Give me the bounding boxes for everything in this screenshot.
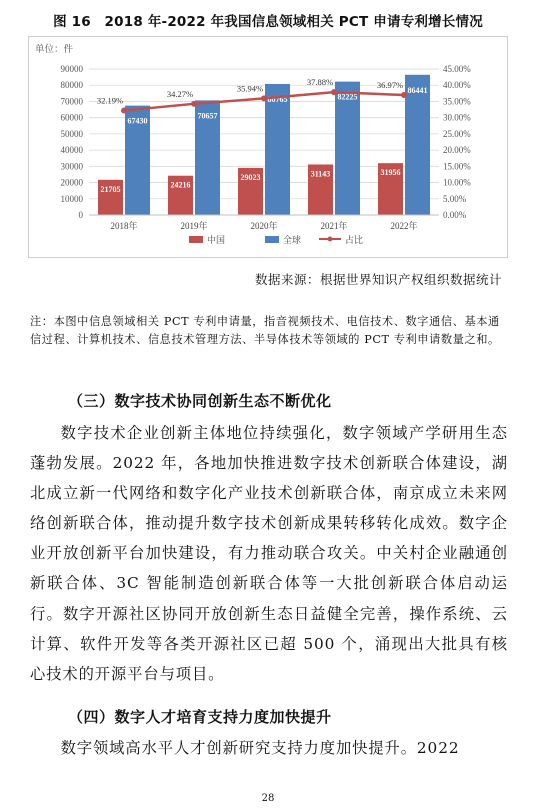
section-heading-3: （三）数字技术协同创新生态不断优化 [68,392,332,410]
y-tick-label: 70000 [60,96,83,107]
paragraph: 数字技术企业创新主体地位持续强化，数字领域产学研用生态蓬勃发展。2022 年，各地加快推进数字技术创新联合体建设，湖北成立新一代网络和数字化产业技术创新联合体，南京成立未来网络创新联合体，推动提升数字技术创新成果转移转化成效。数字企业开放创新平台加快建设，有力推动联合攻关。中关村企业融通创新联合体、3C 智能制造创新联合体等一大批创新联合体启动运行。数字开源社区协同开放创新生态日益健全完善，操作系统、云计算、软件开发等各类开源社区已超 500 个，涌现出大批具有核心技术的开源平台与项目。 [30,424,508,683]
share-label: 32.19% [96,95,124,106]
section-body-4 [30,733,508,763]
y2-tick-label: 30.00% [443,112,471,123]
share-label: 34.27% [166,88,194,99]
y2-tick-label: 20.00% [443,145,471,156]
y2-tick-label: 25.00% [443,128,471,139]
figure-title: 图 16 2018 年-2022 年我国信息领域相关 PCT 申请专利增长情况 [53,14,483,30]
y2-tick-label: 10.00% [443,177,471,188]
y2-tick-label: 40.00% [443,80,471,91]
pct-chart [29,37,507,257]
x-tick-label: 2018年 [110,221,138,231]
legend-marker [328,237,333,242]
y2-tick-label: 5.00% [443,193,467,204]
share-label: 35.94% [236,83,264,94]
y-tick-label: 90000 [60,64,83,74]
y2-tick-label: 35.00% [443,96,471,107]
y-tick-label: 60000 [60,112,83,123]
y-tick-label: 0 [78,210,83,220]
x-tick-label: 2022年 [390,221,418,231]
y-tick-label: 10000 [60,193,83,204]
y-tick-label: 20000 [60,177,83,188]
bar-label-global: 82225 [337,92,358,102]
x-tick-label: 2019年 [180,221,208,231]
share-point [121,108,127,114]
legend-swatch [265,236,279,243]
paragraph: 数字领域高水平人才创新研究支持力度加快提升。2022 [60,739,460,757]
section-body-3 [30,418,508,689]
page-number: 28 [261,793,275,804]
x-tick-label: 2021年 [320,221,348,231]
y2-tick-label: 45.00% [443,64,471,74]
bar-label-china: 29023 [240,172,261,182]
bar-label-global: 86441 [407,85,428,95]
bar-label-global: 80765 [267,94,288,104]
data-source: 数据来源：根据世界知识产权组织数据统计 [254,272,502,287]
share-label: 37.88% [306,77,334,88]
x-tick-label: 2020年 [250,221,278,231]
legend-label: 全球 [283,236,302,246]
share-point [191,101,197,107]
share-label: 36.97% [376,80,404,91]
y-tick-label: 50000 [60,128,83,139]
unit-label: 单位：件 [35,44,74,55]
y-tick-label: 40000 [60,145,83,156]
figure-note: 注：本图中信息领域相关 PCT 专利申请量，指音视频技术、电信技术、数字通信、基本通信过程、计算机技术、信息技术管理方法、半导体技术等领域的 PCT 专利申请数量之和。 [30,315,500,346]
y-tick-label: 30000 [60,161,83,172]
share-point [401,92,407,98]
bar-label-global: 67430 [127,116,148,126]
chart-container [28,36,508,258]
share-point [261,95,267,101]
bar-label-china: 31956 [380,168,401,178]
section-heading-4: （四）数字人才培育支持力度加快提升 [68,708,332,726]
legend-swatch [189,236,203,243]
y-tick-label: 80000 [60,80,83,91]
y2-tick-label: 0.00% [443,210,467,220]
bar-global [405,75,430,215]
y2-tick-label: 15.00% [443,161,471,172]
legend-label: 占比 [345,236,364,246]
legend-label: 中国 [207,236,226,246]
bar-label-global: 70657 [197,111,218,121]
bar-label-china: 31143 [310,169,331,179]
bar-label-china: 21705 [100,184,121,194]
share-point [331,89,337,95]
bar-label-china: 24216 [170,180,191,190]
